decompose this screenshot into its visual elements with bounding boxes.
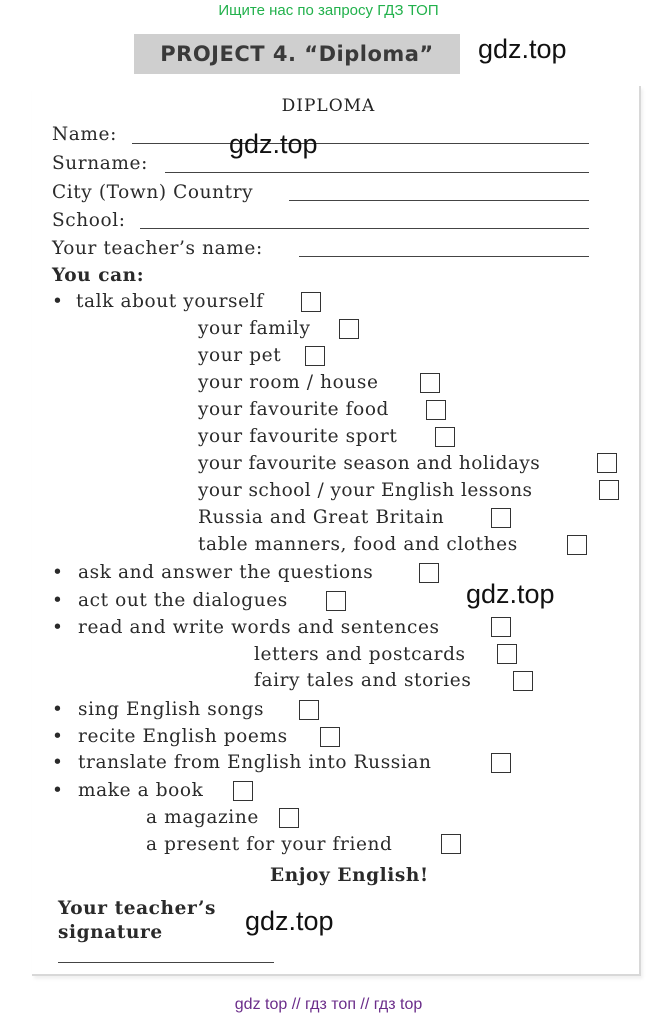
bullet: • (52, 726, 64, 747)
checkbox-recite-poems[interactable] (320, 727, 340, 747)
checkbox-favourite-sport[interactable] (435, 427, 455, 447)
you-can-heading: You can: (52, 265, 145, 286)
signature-label-line1: Your teacher’s (58, 898, 217, 919)
item-act-out-dialogues: act out the dialogues (78, 590, 288, 611)
bullet: • (52, 562, 64, 583)
surname-label: Surname: (52, 153, 148, 174)
watermark-middle: gdz.top (466, 579, 555, 609)
checkbox-make-a-book[interactable] (233, 781, 253, 801)
item-school-english-lessons: your school / your English lessons (198, 480, 533, 501)
watermark-top-right: gdz.top (478, 34, 567, 64)
item-favourite-food: your favourite food (198, 399, 389, 420)
school-line[interactable] (140, 228, 589, 229)
item-read-write: read and write words and sentences (78, 617, 440, 638)
checkbox-a-magazine[interactable] (279, 808, 299, 828)
checkbox-favourite-season[interactable] (597, 453, 617, 473)
checkbox-ask-answer[interactable] (419, 563, 439, 583)
checkbox-your-pet[interactable] (305, 346, 325, 366)
watermark-bottom: gdz.top (245, 906, 334, 936)
watermark-form: gdz.top (229, 129, 318, 159)
city-label: City (Town) Country (52, 182, 254, 203)
checkbox-your-room-house[interactable] (420, 373, 440, 393)
checkbox-your-family[interactable] (339, 319, 359, 339)
bullet: • (52, 699, 64, 720)
bullet: • (52, 780, 64, 801)
checkbox-favourite-food[interactable] (426, 400, 446, 420)
item-favourite-sport: your favourite sport (198, 426, 398, 447)
checkbox-sing-songs[interactable] (299, 700, 319, 720)
name-line[interactable] (132, 143, 589, 144)
bullet: • (52, 617, 64, 638)
checkbox-fairy-tales[interactable] (513, 671, 533, 691)
enjoy-english-closing: Enjoy English! (270, 865, 429, 886)
checkbox-read-write[interactable] (491, 617, 511, 637)
item-fairy-tales: fairy tales and stories (254, 670, 472, 691)
item-make-a-book: make a book (78, 780, 204, 801)
diploma-title: DIPLOMA (281, 96, 376, 116)
teacher-name-line[interactable] (299, 256, 589, 257)
item-russia-great-britain: Russia and Great Britain (198, 507, 445, 528)
bullet: • (52, 752, 64, 773)
item-a-present: a present for your friend (146, 834, 393, 855)
item-ask-answer: ask and answer the questions (78, 562, 374, 583)
item-sing-songs: sing English songs (78, 699, 265, 720)
item-recite-poems: recite English poems (78, 726, 288, 747)
item-letters-postcards: letters and postcards (254, 644, 466, 665)
school-label: School: (52, 210, 126, 231)
checkbox-talk-about-yourself[interactable] (301, 292, 321, 312)
item-translate: translate from English into Russian (78, 752, 432, 773)
checkbox-table-manners[interactable] (567, 535, 587, 555)
item-table-manners: table manners, food and clothes (198, 534, 518, 555)
signature-label-line2: signature (58, 922, 163, 943)
item-talk-about-yourself: talk about yourself (76, 291, 264, 312)
project-title-banner: PROJECT 4. “Diploma” (134, 34, 460, 74)
teacher-name-label: Your teacher’s name: (52, 238, 263, 259)
item-your-pet: your pet (198, 345, 282, 366)
signature-line[interactable] (58, 962, 274, 963)
item-your-room-house: your room / house (198, 372, 379, 393)
top-search-hint[interactable]: Ищите нас по запросу ГДЗ ТОП (218, 2, 439, 19)
item-favourite-season: your favourite season and holidays (198, 453, 541, 474)
bullet: • (52, 291, 64, 312)
checkbox-school-english-lessons[interactable] (599, 480, 619, 500)
checkbox-a-present[interactable] (441, 834, 461, 854)
name-label: Name: (52, 124, 117, 145)
checkbox-russia-great-britain[interactable] (491, 508, 511, 528)
checkbox-letters-postcards[interactable] (497, 644, 517, 664)
surname-line[interactable] (165, 172, 589, 173)
city-line[interactable] (289, 200, 589, 201)
item-your-family: your family (198, 318, 311, 339)
bottom-site-links[interactable]: gdz top // гдз топ // гдз top (234, 996, 423, 1013)
item-a-magazine: a magazine (146, 807, 259, 828)
bullet: • (52, 590, 64, 611)
checkbox-translate[interactable] (491, 753, 511, 773)
checkbox-act-out-dialogues[interactable] (326, 591, 346, 611)
